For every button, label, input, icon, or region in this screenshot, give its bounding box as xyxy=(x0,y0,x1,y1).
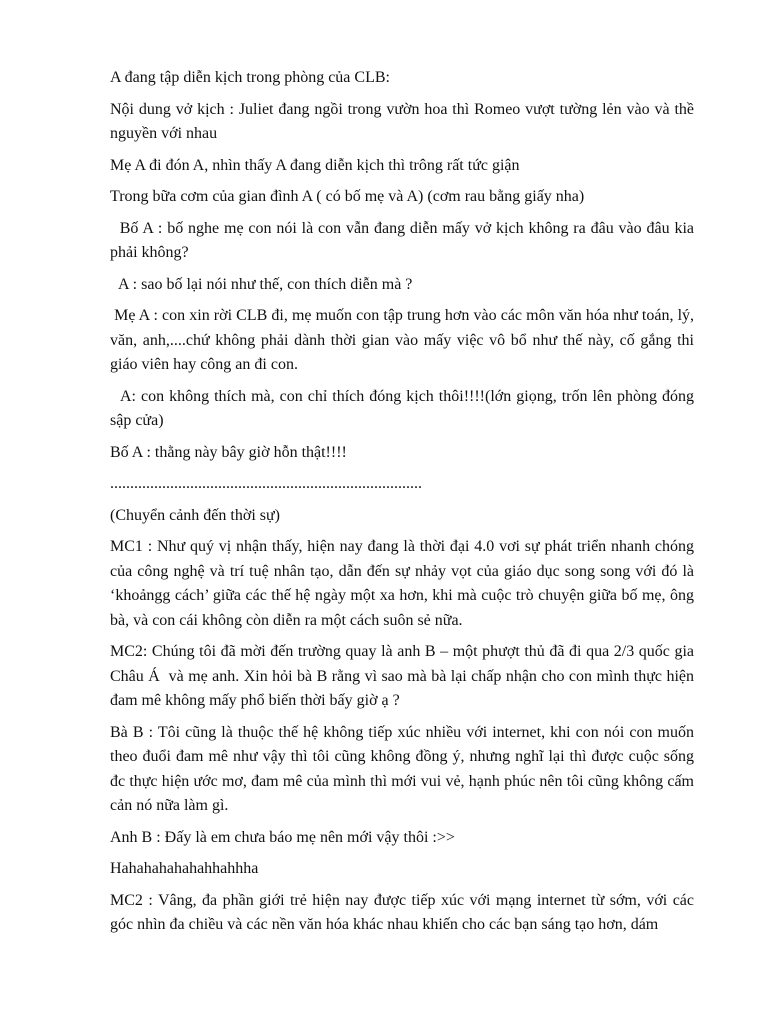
paragraph-a-line-2: A: con không thích mà, con chỉ thích đóng kịch thôi!!!!(lớn giọng, trốn lên phòng đóng sập cửa) xyxy=(110,387,699,429)
paragraph-laughter: Hahahahahahahhahhha xyxy=(110,860,259,877)
document-page xyxy=(110,66,699,945)
paragraph-mc1-line: MC1 : Như quý vị nhận thấy, hiện nay đang là thời đại 4.0 vơi sự phát triển nhanh chóng của công nghệ và trí tuệ nhân tạo, dẫn đến sự nhảy vọt của giáo dục song song với đó là ‘khoảngg cách’ giữa các thế hệ ngày một xa hơn, khi mà cuộc trò chuyện giữa bố mẹ, ông bà, và con cái không còn diễn ra một cách suôn sẻ nữa. xyxy=(110,538,698,629)
paragraph-mother-arrives: Mẹ A đi đón A, nhìn thấy A đang diễn kịch thì trông rất tức giận xyxy=(110,156,520,174)
paragraph-mrs-b-line: Bà B : Tôi cũng là thuộc thế hệ không tiếp xúc nhiều với internet, khi con nói con muốn theo đuổi đam mê như vậy thì tôi cũng không đồng ý, nhưng nghĩ lại thì được cuộc sống đc thực hiện ước mơ, đam mê của mình thì mới vui vẻ, hạnh phúc nên tôi cũng không cấm cản nó nữa làm gì. xyxy=(110,723,698,814)
paragraph-mr-b-line: Anh B : Đấy là em chưa báo mẹ nên mới vậy thôi :>> xyxy=(110,828,455,846)
paragraph-mc2-line-2: MC2 : Vâng, đa phần giới trẻ hiện nay được tiếp xúc với mạng internet từ sớm, với các góc nhìn đa chiều và các nền văn hóa khác nhau khiến cho các bạn sáng tạo hơn, dám xyxy=(110,891,698,933)
paragraph-mc2-line-1: MC2: Chúng tôi đã mời đến trường quay là anh B – một phượt thủ đã đi qua 2/3 quốc gia Châu Á và mẹ anh. Xin hỏi bà B rằng vì sao mà bà lại chấp nhận cho con mình thực hiện đam mê không mấy phổ biến thời bấy giờ ạ ? xyxy=(110,643,698,709)
paragraph-scene-change: (Chuyển cảnh đến thời sự) xyxy=(110,506,280,524)
paragraph-father-line-1: Bố A : bố nghe mẹ con nói là con vẫn đang diễn mấy vở kịch không ra đâu vào đâu kia phải không? xyxy=(110,219,699,261)
paragraph-a-line-1: A : sao bố lại nói như thế, con thích diễn mà ? xyxy=(110,275,413,293)
paragraph-play-content: Nội dung vở kịch : Juliet đang ngồi trong vườn hoa thì Romeo vượt tường lẻn vào và thề nguyền với nhau xyxy=(110,100,698,142)
paragraph-scene-intro: A đang tập diễn kịch trong phòng của CLB: xyxy=(110,69,390,86)
paragraph-dotted-separator: .............................................................................. xyxy=(110,475,422,492)
paragraph-mother-line: Mẹ A : con xin rời CLB đi, mẹ muốn con tập trung hơn vào các môn văn hóa như toán, lý, văn, anh,....chứ không phải dành thời gian vào mấy việc vô bổ như thế này, cố gắng thi giáo viên hay công an đi con. xyxy=(110,307,699,373)
paragraph-father-line-2: Bố A : thằng này bây giờ hỗn thật!!!! xyxy=(110,443,347,461)
paragraph-family-meal: Trong bữa cơm của gian đình A ( có bố mẹ và A) (cơm rau bằng giấy nha) xyxy=(110,188,585,205)
